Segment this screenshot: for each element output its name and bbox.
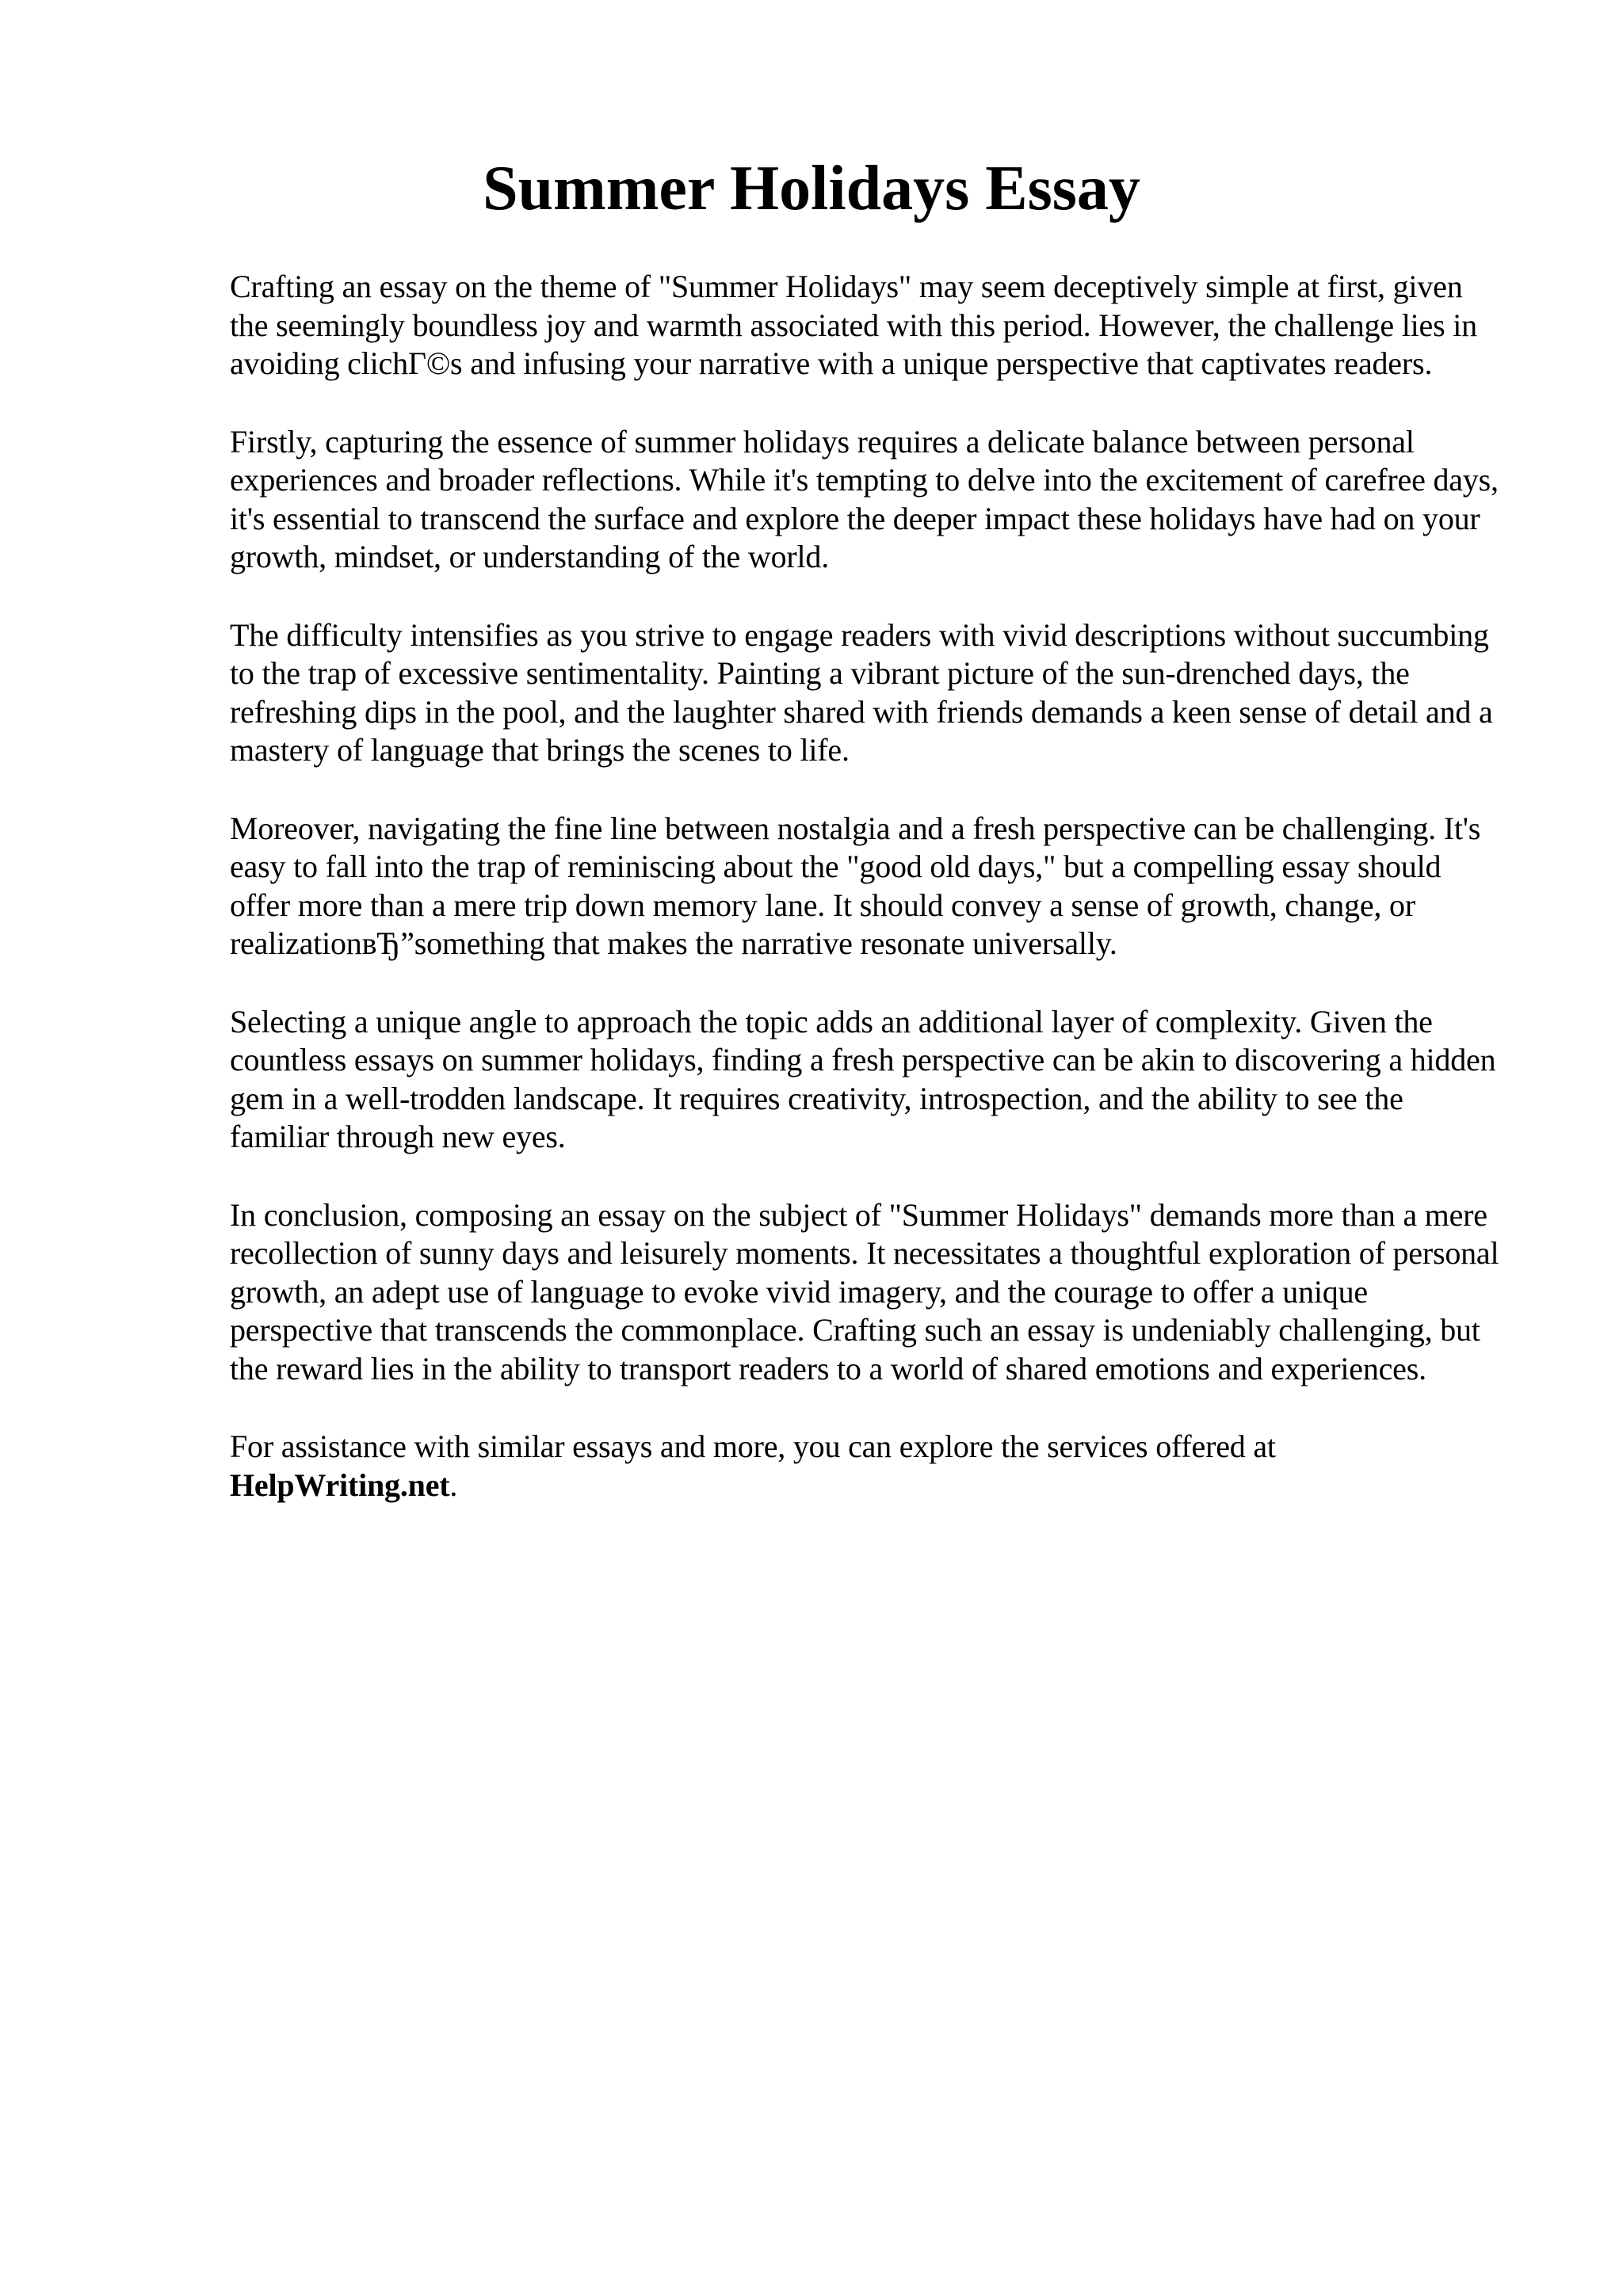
paragraph-3: The difficulty intensifies as you strive to engage readers with vivid descriptions without succumbing to the trap of excessive sentimentality. Painting a vibrant picture of the sun-drenched days, the refreshing dips in the pool, and the laughter shared with friends demands a keen sense of detail and a mastery of language that brings the scenes to life.	[230, 616, 1493, 768]
paragraph-6: In conclusion, composing an essay on the subject of "Summer Holidays" demands more than a mere recollection of sunny days and leisurely moments. It necessitates a thoughtful exploration of personal growth, an adept use of language to evoke vivid imagery, and the courage to offer a unique perspective that transcends the commonplace. Crafting such an essay is undeniably challenging, but the reward lies in the ability to transport readers to a world of shared emotions and experiences.	[230, 1196, 1499, 1386]
paragraph-2: Firstly, capturing the essence of summer holidays requires a delicate balance between personal experiences and broader reflections. While it's tempting to delve into the excitement of carefree days, it's essential to transcend the surface and explore the deeper impact these holidays have had on your growth, mindset, or understanding of the world.	[230, 423, 1499, 574]
paragraph-1: Crafting an essay on the theme of "Summer Holidays" may seem deceptively simple at first, given the seemingly boundless joy and warmth associated with this period. However, the challenge lies in avoiding clichГ©s and infusing your narrative with a unique perspective that captivates readers.	[230, 269, 1477, 381]
document-body	[230, 268, 1502, 1544]
paragraph-5: Selecting a unique angle to approach the topic adds an additional layer of complexity. Given the countless essays on summer holidays, finding a fresh perspective can be akin to discovering a hidden gem in a well-trodden landscape. It requires creativity, introspection, and the ability to see the familiar through new eyes.	[230, 1003, 1496, 1154]
closing-paragraph	[230, 1428, 1502, 1505]
paragraph-4: Moreover, navigating the fine line between nostalgia and a fresh perspective can be challenging. It's easy to fall into the trap of reminiscing about the "good old days," but a compelling essay should offer more than a mere trip down memory lane. It should convey a sense of growth, change, or realizationвЂ”something that makes the narrative resonate universally.	[230, 810, 1481, 961]
helpwriting-link[interactable]: HelpWriting.net	[230, 1466, 450, 1503]
closing-period: .	[449, 1466, 458, 1503]
closing-text: For assistance with similar essays and more, you can explore the services offered at	[230, 1428, 1276, 1464]
document-title: Summer Holidays Essay	[483, 154, 1140, 223]
